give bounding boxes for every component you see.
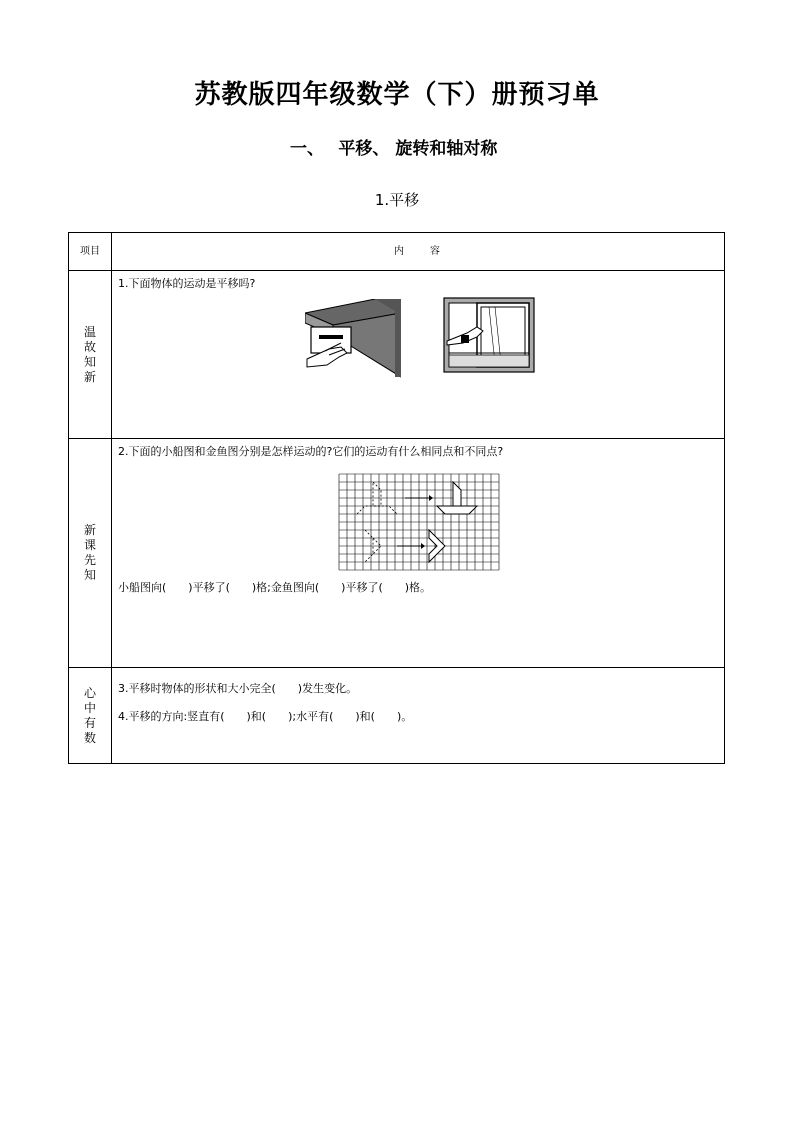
- grid-translation-figure: [337, 472, 501, 572]
- table-row: [69, 439, 725, 668]
- worksheet-table: [68, 232, 725, 764]
- grid-mark: [429, 495, 433, 501]
- header-content: 内 容: [112, 233, 725, 271]
- fill-in-blanks-1: 小船图向( )平移了( )格;金鱼图向( )平移了( )格。: [118, 581, 432, 594]
- row-label-preview: 新课先知: [83, 523, 96, 582]
- row-label-review: 温故知新: [83, 324, 96, 384]
- chapter-subtitle: 一、 平移、 旋转和轴对称: [290, 139, 498, 159]
- header-item: 项目: [69, 233, 112, 271]
- grid-mark: [421, 543, 425, 549]
- question-4: 4.平移的方向:竖直有( )和( );水平有( )和( )。: [118, 710, 413, 723]
- question-3: 3.平移时物体的形状和大小完全( )发生变化。: [118, 682, 358, 695]
- question-2: 2.下面的小船图和金鱼图分别是怎样运动的?它们的运动有什么相同点和不同点?: [118, 445, 504, 458]
- drawer-push-icon: [305, 299, 401, 381]
- table-row: [69, 668, 725, 764]
- grid-mark: [373, 482, 381, 506]
- window-slide-icon: [443, 297, 535, 373]
- section-title: 1.平移: [374, 191, 420, 209]
- grid-mark: [453, 482, 461, 506]
- question-1: 1.下面物体的运动是平移吗?: [118, 277, 256, 290]
- table-header-row: [69, 233, 725, 271]
- table-row: [69, 271, 725, 439]
- page-title: 苏教版四年级数学（下）册预习单: [194, 80, 600, 110]
- row-label-summary: 心中有数: [83, 685, 96, 745]
